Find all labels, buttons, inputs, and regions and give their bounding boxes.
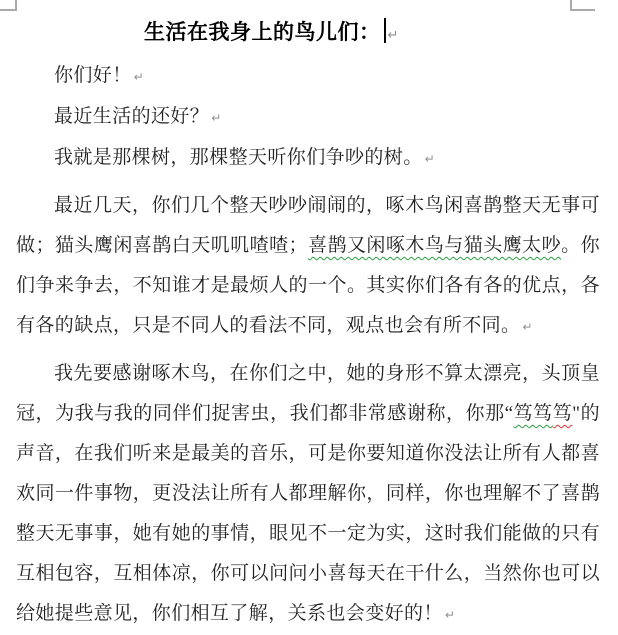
text-segment: 我先要感谢啄木鸟，在你们之中，她的身形不算太漂亮，头顶皇冠，为我与我的同伴们捉害虫，我们都非常感谢称，你那“ (16, 363, 600, 424)
text-segment-spelling-underlined: 笃 (552, 403, 573, 424)
text-segment: 最近几天，你们几个整天吵吵闹闹的，啄木鸟闲喜鹊整天无事可做；猫头鹰闲喜鹊白天叽叽喳喳； (16, 195, 600, 256)
page-title: 生活在我身上的鸟儿们： (144, 21, 381, 44)
document-body[interactable] (16, 56, 600, 635)
paragraph-mark: ↵ (133, 70, 144, 84)
paragraph-mark: ↵ (424, 152, 435, 166)
text-segment: 最近生活的还好？ (54, 106, 210, 127)
paragraph[interactable] (16, 354, 600, 635)
text-segment-grammar-underlined: 喜鹊又闲啄木鸟与猫头鹰太吵 (307, 235, 562, 256)
text-segment: 你们好！ (54, 65, 132, 86)
document-text-area[interactable] (16, 10, 600, 635)
paragraph-mark: ↵ (522, 320, 533, 334)
paragraph[interactable] (16, 97, 600, 138)
paragraph-mark: ↵ (444, 608, 455, 622)
text-cursor (384, 18, 386, 43)
paragraph[interactable] (16, 186, 600, 347)
paragraph-mark: ↵ (387, 28, 399, 43)
paragraph-mark: ↵ (211, 111, 222, 125)
text-segment: 。你们争来争去，不知谁才是最烦人的一个。其实你们各有各的优点，各有各的缺点，只是不同人的看法不同，观点也会有所不同。 (16, 235, 600, 336)
text-segment-grammar-underlined: 笃笃 (513, 403, 553, 424)
paragraph[interactable] (16, 138, 600, 179)
text-segment: "的声音，在我们听来是最美的音乐，可是你要知道你没法让所有人都喜欢同一件事物，更没法让所有人都理解你，同样，你也理解不了喜鹊整天无事事，她有她的事情，眼见不一定为实，这时我们能做的只有互相包容，互相体凉，你可以问问小喜每天在干什么，当然你也可以给她提些意见，你们相互了解，关系也会变好的！ (16, 403, 600, 624)
document-title-line[interactable] (16, 10, 600, 56)
text-segment: 我就是那棵树，那棵整天听你们争吵的树。 (54, 147, 423, 168)
text-boundary-mark-top-left-horizontal (0, 9, 17, 11)
paragraph[interactable] (16, 56, 600, 97)
